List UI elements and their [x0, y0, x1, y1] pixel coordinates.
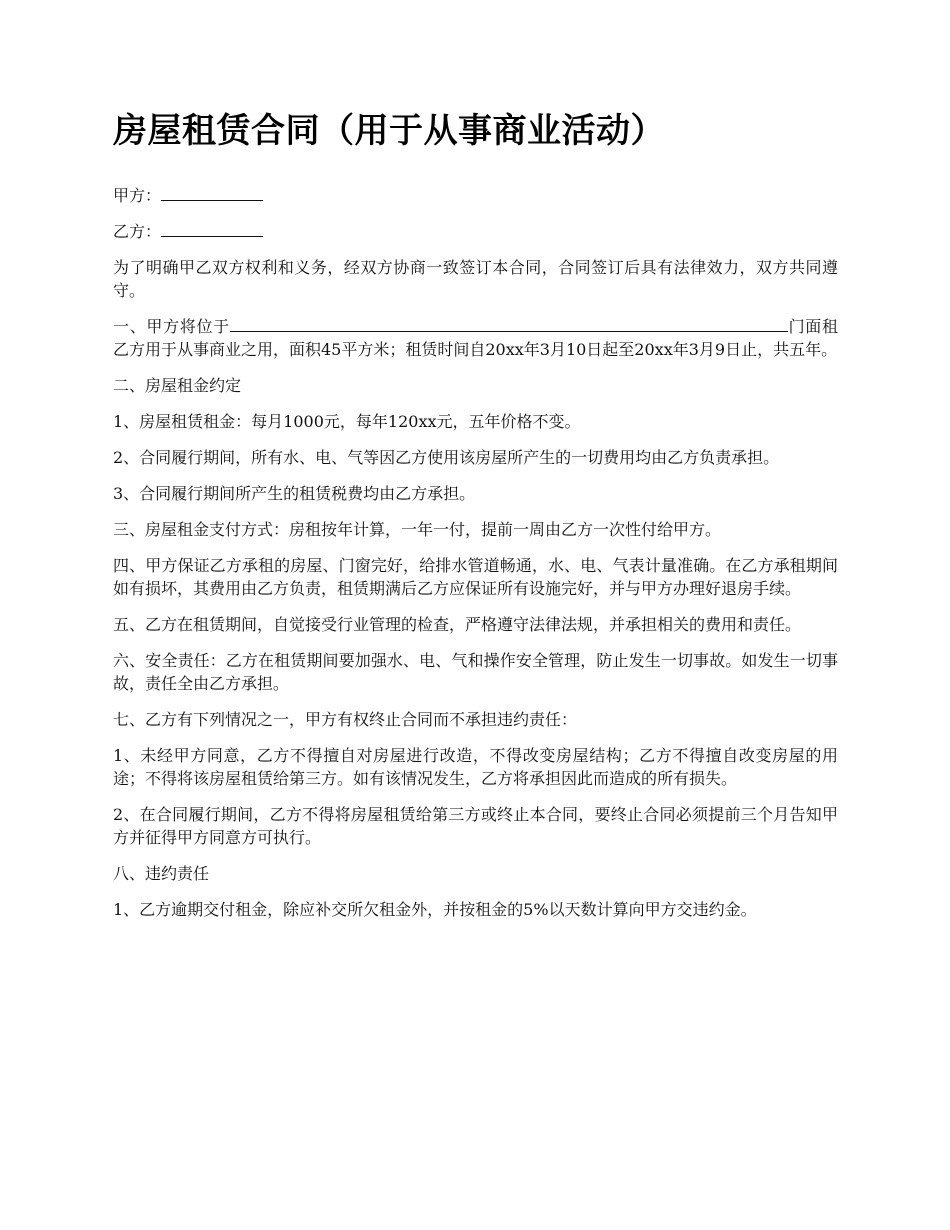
party-a-label: 甲方：: [113, 186, 162, 205]
party-b-label: 乙方：: [113, 222, 162, 241]
party-a-line: [113, 184, 838, 207]
clause-2-item-2: 2、合同履行期间，所有水、电、气等因乙方使用该房屋所产生的一切费用均由乙方负责承担。: [113, 448, 780, 467]
party-a-blank: [161, 184, 263, 201]
contract-document: [113, 108, 838, 934]
clause-7-item-1: 1、未经甲方同意，乙方不得擅自对房屋进行改造，不得改变房屋结构；乙方不得擅自改变房屋的用途；不得将该房屋租赁给第三方。如有该情况发生，乙方将承担因此而造成的所有损失。: [113, 746, 838, 788]
clause-3: 三、房屋租金支付方式：房租按年计算，一年一付，提前一周由乙方一次性付给甲方。: [113, 520, 722, 539]
clause-2-heading: 二、房屋租金约定: [113, 376, 242, 395]
party-b-line: [113, 220, 838, 243]
clause-2-item-1: 1、房屋租赁租金：每月1000元，每年120xx元，五年价格不变。: [113, 412, 581, 431]
party-b-blank: [161, 220, 263, 237]
clause-7-item-2: 2、在合同履行期间，乙方不得将房屋租赁给第三方或终止本合同，要终止合同必须提前三个月告知甲方并征得甲方同意方可执行。: [113, 805, 838, 847]
clause-2-item-3: 3、合同履行期间所产生的租赁税费均由乙方承担。: [113, 484, 476, 503]
clause-1-suffix: 门面租乙方用于从事商业之用，面积45平方米；租赁时间自20xx年3月10日起至20xx年3月9日止，共五年。: [113, 317, 838, 359]
clause-1: [113, 315, 838, 361]
intro-paragraph: 为了明确甲乙双方权利和义务，经双方协商一致签订本合同，合同签订后具有法律效力，双方共同遵守。: [113, 258, 838, 300]
clause-4: 四、甲方保证乙方承租的房屋、门窗完好，给排水管道畅通，水、电、气表计量准确。在乙方承租期间如有损坏，其费用由乙方负责，租赁期满后乙方应保证所有设施完好，并与甲方办理好退房手续。: [113, 556, 838, 598]
address-blank: [230, 315, 788, 332]
document-title: 房屋租赁合同（用于从事商业活动）: [113, 111, 665, 151]
clause-6: 六、安全责任：乙方在租赁期间要加强水、电、气和操作安全管理，防止发生一切事故。如发生一切事故，责任全由乙方承担。: [113, 651, 838, 693]
clause-8-heading: 八、违约责任: [113, 864, 210, 883]
clause-7-heading: 七、乙方有下列情况之一，甲方有权终止合同而不承担违约责任：: [113, 710, 578, 729]
clause-1-prefix: 一、甲方将位于: [113, 317, 230, 336]
clause-8-item-1: 1、乙方逾期交付租金，除应补交所欠租金外，并按租金的5%以天数计算向甲方交违约金。: [113, 900, 757, 919]
clause-5: 五、乙方在租赁期间，自觉接受行业管理的检查，严格遵守法律法规，并承担相关的费用和责任。: [113, 615, 802, 634]
